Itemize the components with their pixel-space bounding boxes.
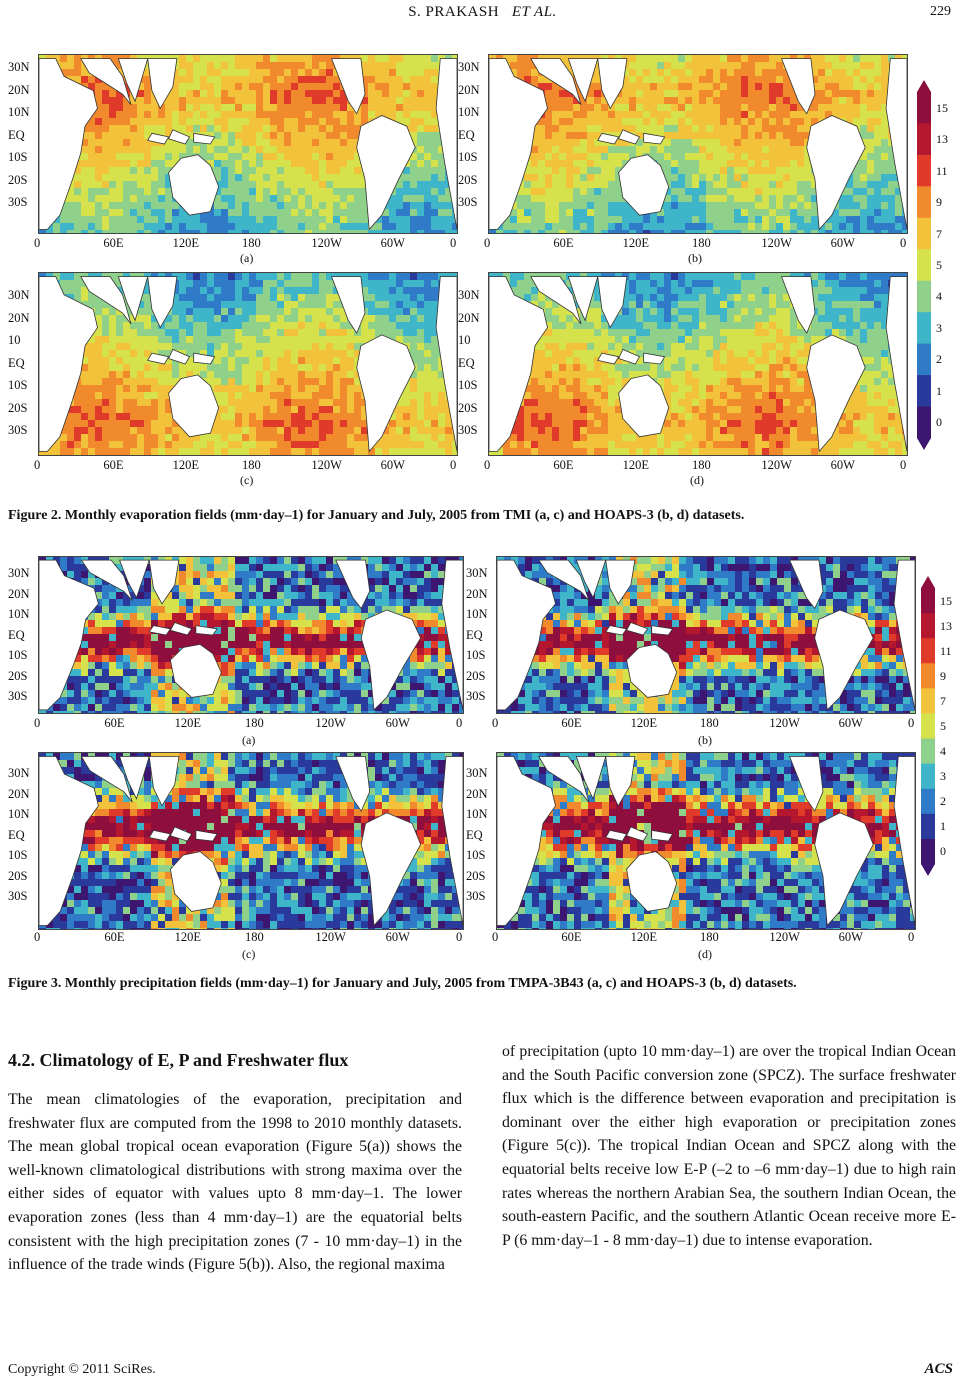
lon-tick: 120E: [172, 458, 200, 472]
colorbar-swatch: [917, 155, 931, 187]
lon-tick: 60E: [103, 236, 124, 250]
lon-tick: 180: [242, 458, 261, 472]
fig2-c-lat-ticks: [8, 288, 30, 446]
lat-tick: 10S: [8, 648, 28, 662]
colorbar-swatch: [917, 218, 931, 250]
fig2-label-b: (b): [688, 251, 702, 265]
lat-tick: 10S: [458, 378, 478, 392]
colorbar-label: 9: [940, 668, 946, 683]
figure-2-caption-text: Figure 2. Monthly evaporation fields (mm·day–1) for January and July, 2005 from TMI (a, c) and HOAPS-3 (b, d) datasets.: [8, 508, 745, 523]
colorbar-label: 7: [940, 693, 946, 708]
lon-tick: 60E: [561, 930, 582, 944]
lon-tick: 120E: [172, 236, 200, 250]
lat-tick: 20S: [466, 668, 486, 683]
lon-tick: 120W: [311, 236, 342, 250]
colorbar-label: 15: [936, 100, 948, 115]
fig3-c-lat-ticks: [8, 766, 30, 910]
running-header: [0, 4, 965, 21]
lon-tick: 120E: [630, 930, 658, 944]
colorbar-label: 2: [940, 794, 946, 809]
lon-tick: 60W: [385, 716, 410, 730]
lon-tick: 0: [456, 930, 463, 944]
lon-tick: 60W: [385, 930, 410, 944]
colorbar-swatch: [917, 375, 931, 407]
fig3-label-d: (d): [698, 947, 712, 961]
fig2-label-c: (c): [240, 473, 254, 487]
lon-tick: 60W: [380, 458, 405, 472]
lat-tick: 10N: [8, 607, 30, 621]
lat-tick: 30N: [8, 60, 30, 74]
lat-tick: 30N: [8, 566, 30, 580]
colorbar-label: 0: [940, 844, 946, 859]
colorbar-label: 1: [936, 383, 942, 398]
lat-tick: EQ: [466, 827, 483, 842]
lon-tick: 0: [34, 716, 41, 730]
lon-tick: 120W: [315, 716, 346, 730]
lat-tick: 30S: [8, 423, 28, 437]
lat-tick: 10N: [8, 105, 30, 119]
lon-tick: 120W: [769, 716, 800, 730]
colorbar-label: 4: [940, 744, 946, 759]
fig3-a-lat-ticks: [8, 566, 30, 710]
fig2-label-a: (a): [240, 251, 254, 265]
lat-tick: 10S: [8, 848, 28, 862]
lat-tick: 20S: [8, 172, 28, 187]
fig2-panel-a-map: [38, 54, 458, 234]
lon-tick: 0: [456, 716, 463, 730]
lat-tick: 20N: [466, 586, 488, 601]
lat-tick: 10N: [466, 607, 488, 621]
lon-tick: 60E: [561, 716, 582, 730]
colorbar-label: 3: [940, 769, 946, 784]
lon-tick: 120E: [174, 930, 202, 944]
lat-tick: 30N: [466, 766, 488, 780]
fig2-panel-c-map: [38, 272, 458, 456]
lon-tick: 60E: [104, 930, 125, 944]
left-column-text: The mean climatologies of the evaporation, precipitation and freshwater flux are computed from the 1998 to 2010 monthly datasets. The mean global tropical ocean evaporation (Figure 5(a)) shows the well-known climatological distributions with strong maxima over the either sides of equator with values upto 8 mm·day–1. The lower evaporation zones (less than 4 mm·day–1) are the equatorial belts consistent with the high precipitation zones (7 - 10 mm·day–1) in the influence of the trade winds (Figure 5(b)). Also, the regional maxima: [8, 1091, 462, 1274]
lat-tick: 30S: [458, 423, 478, 437]
fig2-panel-d-map: [488, 272, 908, 456]
lat-tick: 20N: [8, 310, 30, 325]
lat-tick: EQ: [466, 627, 483, 642]
colorbar-label: 1: [940, 819, 946, 834]
lon-tick: 180: [700, 716, 719, 730]
lat-tick: 30S: [458, 195, 478, 209]
colorbar-label: 13: [940, 618, 952, 633]
lon-tick: 120E: [630, 716, 658, 730]
lon-tick: 0: [34, 236, 41, 250]
colorbar-label: 9: [936, 195, 942, 210]
header-etal: ET AL.: [511, 4, 557, 20]
lat-tick: 10S: [8, 150, 28, 164]
lat-tick: 20S: [458, 400, 478, 415]
lon-tick: 60W: [830, 236, 855, 250]
right-column-text: of precipitation (upto 10 mm·day–1) are over the tropical Indian Ocean and the South Pacific conversion zone (SPCZ). The surface freshwater flux which is the difference between evaporation and precipitation is dominant over the either high evaporation or precipitation zones (Figure 5(c)). The tropical Indian Ocean and SPCZ along with the equatorial belts receive low E-P (–2 to –6 mm·day–1) due to high rain rates whereas the northern Arabian Sea, the southern Indian Ocean, the south-eastern Pacific, and the southern Atlantic Ocean receive more E-P (6 mm·day–1 - 8 mm·day–1) due to intense evaporation.: [502, 1043, 956, 1249]
footer-copyright: Copyright © 2011 SciRes.: [8, 1362, 156, 1377]
lat-tick: EQ: [8, 827, 25, 842]
lat-tick: 10: [8, 333, 21, 347]
colorbar-label: 5: [940, 719, 946, 733]
figure-3-caption: [8, 974, 958, 994]
lon-tick: 0: [900, 458, 907, 472]
lon-tick: 0: [492, 716, 499, 730]
lat-tick: 20N: [8, 82, 30, 97]
colorbar-label: 11: [936, 163, 948, 178]
lat-tick: EQ: [8, 127, 25, 142]
lon-tick: 0: [450, 236, 457, 250]
fig3-d-lat-ticks: [466, 766, 488, 910]
lon-tick: 0: [484, 236, 491, 250]
fig2-a-lat-ticks: [8, 60, 30, 218]
fig3-label-b: (b): [698, 733, 712, 747]
colorbar-swatch: [921, 739, 935, 765]
colorbar-swatch: [921, 713, 935, 739]
lat-tick: 20N: [8, 786, 30, 801]
colorbar-top-arrow: [917, 80, 931, 92]
colorbar-swatch: [921, 613, 935, 639]
lon-tick: 120W: [761, 458, 792, 472]
lat-tick: 20N: [466, 786, 488, 801]
lon-tick: 0: [34, 930, 41, 944]
lon-tick: 180: [245, 716, 264, 730]
lon-tick: 0: [900, 236, 907, 250]
colorbar-swatch: [921, 638, 935, 664]
colorbar-label: 0: [936, 415, 942, 430]
lat-tick: 30N: [8, 288, 30, 302]
lon-tick: 180: [692, 236, 711, 250]
colorbar-top-arrow: [921, 576, 935, 588]
lat-tick: EQ: [458, 355, 475, 370]
lon-tick: 60E: [553, 458, 574, 472]
fig2-colorbar: [916, 92, 948, 438]
lat-tick: 30S: [8, 689, 28, 703]
colorbar-label: 5: [936, 258, 942, 272]
fig3-label-a: (a): [242, 733, 256, 747]
colorbar-label: 3: [936, 320, 942, 335]
lon-tick: 60W: [838, 716, 863, 730]
colorbar-label: 7: [936, 226, 942, 241]
lat-tick: 20N: [8, 586, 30, 601]
colorbar-swatch: [921, 764, 935, 790]
lat-tick: 30S: [466, 689, 486, 703]
fig3-colorbar: [920, 588, 952, 864]
lat-tick: 20S: [466, 868, 486, 883]
fig3-label-c: (c): [242, 947, 256, 961]
colorbar-swatch: [917, 312, 931, 344]
colorbar-swatch: [921, 688, 935, 714]
lon-tick: 0: [34, 458, 41, 472]
section-heading: 4.2. Climatology of E, P and Freshwater flux: [8, 1050, 349, 1070]
lon-tick: 120W: [311, 458, 342, 472]
fig2-panel-b-map: [488, 54, 908, 234]
fig3-panel-d-map: [496, 752, 916, 930]
figure-3-caption-text: Figure 3. Monthly precipitation fields (mm·day–1) for January and July, 2005 from TMPA-3B43 (a, c) and HOAPS-3 (b, d) datasets.: [8, 976, 797, 991]
lat-tick: EQ: [8, 355, 25, 370]
lat-tick: 10N: [8, 807, 30, 821]
colorbar-label: 4: [936, 289, 942, 304]
page-number: 229: [930, 4, 951, 19]
colorbar-swatch: [917, 92, 931, 124]
figure-2-caption: [8, 506, 958, 526]
lon-tick: 120W: [761, 236, 792, 250]
lat-tick: 30N: [458, 60, 480, 74]
colorbar-label: 11: [940, 643, 952, 658]
lat-tick: 10S: [458, 150, 478, 164]
colorbar-swatch: [917, 407, 931, 439]
lon-tick: 0: [492, 930, 499, 944]
lon-tick: 180: [242, 236, 261, 250]
colorbar-bottom-arrow: [921, 864, 935, 876]
header-author: S. PRAKASH: [408, 4, 500, 20]
colorbar-swatch: [921, 588, 935, 614]
lon-tick: 0: [908, 716, 915, 730]
lat-tick: 20S: [458, 172, 478, 187]
lon-tick: 120W: [315, 930, 346, 944]
lon-tick: 0: [908, 930, 915, 944]
lat-tick: 30S: [466, 889, 486, 903]
lon-tick: 60E: [553, 236, 574, 250]
fig2-d-lat-ticks: [458, 288, 480, 446]
lon-tick: 180: [700, 930, 719, 944]
lon-tick: 120E: [174, 716, 202, 730]
fig3-panel-a-map: [38, 556, 464, 714]
lon-tick: 60E: [103, 458, 124, 472]
colorbar-label: 13: [936, 132, 948, 147]
colorbar-swatch: [917, 344, 931, 376]
colorbar-swatch: [921, 839, 935, 865]
lat-tick: 30N: [8, 766, 30, 780]
colorbar-swatch: [917, 281, 931, 313]
footer-journal: ACS: [924, 1361, 953, 1377]
lat-tick: 10: [458, 333, 471, 347]
lat-tick: EQ: [458, 127, 475, 142]
colorbar-swatch: [921, 663, 935, 689]
colorbar-label: 2: [936, 352, 942, 367]
lon-tick: 180: [692, 458, 711, 472]
colorbar-swatch: [917, 249, 931, 281]
lon-tick: 60E: [104, 716, 125, 730]
lat-tick: 10N: [458, 105, 480, 119]
fig3-b-lat-ticks: [466, 566, 488, 710]
fig3-panel-c-map: [38, 752, 464, 930]
colorbar-bottom-arrow: [917, 438, 931, 450]
lon-tick: 120W: [769, 930, 800, 944]
lon-tick: 0: [484, 458, 491, 472]
lat-tick: 20N: [458, 82, 480, 97]
lat-tick: EQ: [8, 627, 25, 642]
lon-tick: 60W: [838, 930, 863, 944]
lat-tick: 20S: [8, 400, 28, 415]
lon-tick: 60W: [830, 458, 855, 472]
colorbar-swatch: [921, 814, 935, 840]
lat-tick: 10S: [466, 848, 486, 862]
lat-tick: 30N: [466, 566, 488, 580]
colorbar-swatch: [917, 123, 931, 155]
colorbar-swatch: [921, 789, 935, 815]
lon-tick: 180: [245, 930, 264, 944]
lat-tick: 10S: [466, 648, 486, 662]
colorbar-swatch: [917, 186, 931, 218]
colorbar-label: 15: [940, 593, 952, 608]
fig2-b-lat-ticks: [458, 60, 480, 218]
lat-tick: 20N: [458, 310, 480, 325]
lat-tick: 10N: [466, 807, 488, 821]
lat-tick: 20S: [8, 868, 28, 883]
lon-tick: 120E: [622, 458, 650, 472]
lat-tick: 30N: [458, 288, 480, 302]
fig3-panel-b-map: [496, 556, 916, 714]
lon-tick: 60W: [380, 236, 405, 250]
lat-tick: 30S: [8, 195, 28, 209]
lon-tick: 120E: [622, 236, 650, 250]
lon-tick: 0: [450, 458, 457, 472]
lat-tick: 10S: [8, 378, 28, 392]
lat-tick: 30S: [8, 889, 28, 903]
lat-tick: 20S: [8, 668, 28, 683]
fig2-label-d: (d): [690, 473, 704, 487]
